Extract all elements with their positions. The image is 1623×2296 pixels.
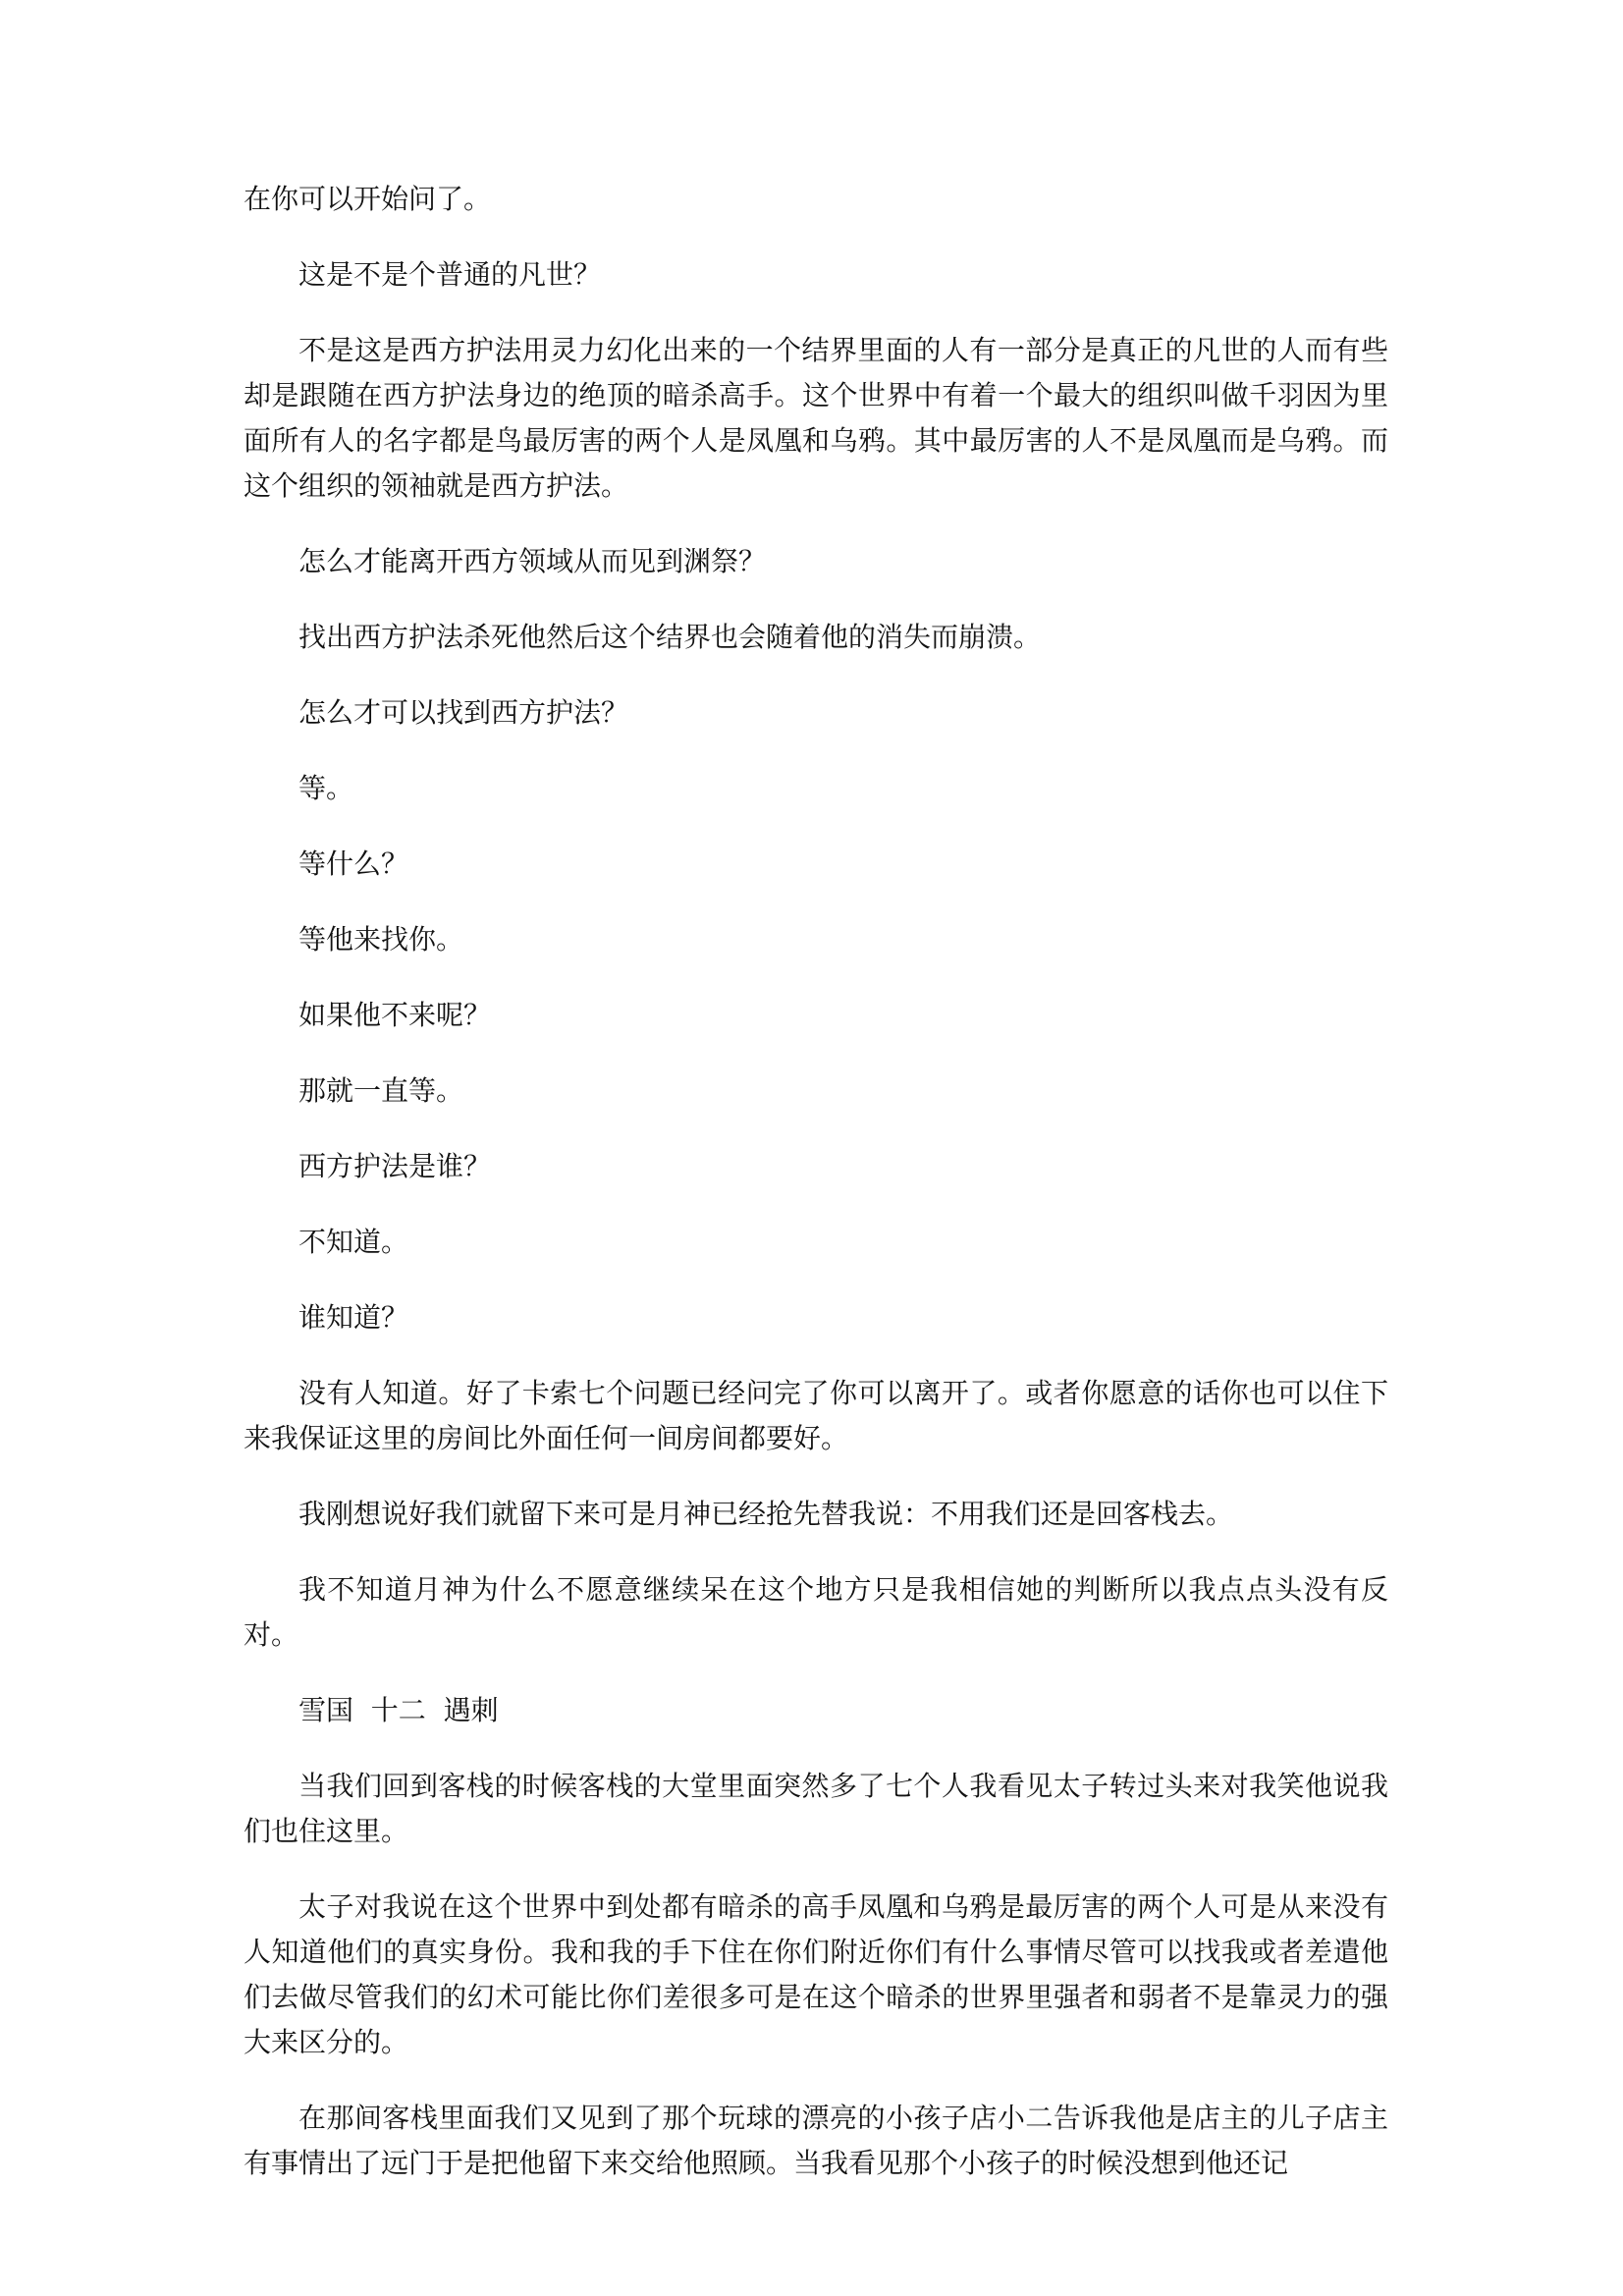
paragraph: 我不知道月神为什么不愿意继续呆在这个地方只是我相信她的判断所以我点点头没有反对。 (243, 1573, 1388, 1651)
paragraph: 我刚想说好我们就留下来可是月神已经抢先替我说：不用我们还是回客栈去。 (298, 1498, 1234, 1530)
document-page (243, 177, 1388, 2216)
paragraph: 怎么才能离开西方领域从而见到渊祭？ (298, 545, 767, 577)
paragraph: 西方护法是谁？ (298, 1150, 492, 1182)
paragraph: 不知道。 (298, 1226, 409, 1258)
paragraph: 不是这是西方护法用灵力幻化出来的一个结界里面的人有一部分是真正的凡世的人而有些却是跟随在西方护法身边的绝顶的暗杀高手。这个世界中有着一个最大的组织叫做千羽因为里面所有人的名字都是鸟最厉害的两个人是凤凰和乌鸦。其中最厉害的人不是凤凰而是乌鸦。而这个组织的领袖就是西方护法。 (243, 334, 1388, 502)
paragraph: 等什么？ (298, 847, 409, 880)
paragraph: 当我们回到客栈的时候客栈的大堂里面突然多了七个人我看见太子转过头来对我笑他说我们也住这里。 (243, 1770, 1388, 1847)
paragraph: 怎么才可以找到西方护法？ (298, 696, 629, 729)
paragraph: 没有人知道。好了卡索七个问题已经问完了你可以离开了。或者你愿意的话你也可以住下来我保证这里的房间比外面任何一间房间都要好。 (243, 1377, 1388, 1454)
paragraph: 这是不是个普通的凡世？ (298, 258, 602, 291)
paragraph: 那就一直等。 (298, 1074, 464, 1107)
paragraph: 等。 (298, 772, 354, 804)
chapter-heading: 雪国 十二 遇刺 (298, 1694, 499, 1726)
paragraph: 在你可以开始问了。 (243, 183, 492, 215)
paragraph: 等他来找你。 (298, 923, 464, 956)
paragraph: 如果他不来呢？ (298, 999, 492, 1031)
paragraph: 在那间客栈里面我们又见到了那个玩球的漂亮的小孩子店小二告诉我他是店主的儿子店主有事情出了远门于是把他留下来交给他照顾。当我看见那个小孩子的时候没想到他还记 (243, 2102, 1388, 2179)
paragraph: 找出西方护法杀死他然后这个结界也会随着他的消失而崩溃。 (298, 621, 1042, 653)
paragraph: 太子对我说在这个世界中到处都有暗杀的高手凤凰和乌鸦是最厉害的两个人可是从来没有人知道他们的真实身份。我和我的手下住在你们附近你们有什么事情尽管可以找我或者差遣他们去做尽管我们的幻术可能比你们差很多可是在这个暗杀的世界里强者和弱者不是靠灵力的强大来区分的。 (243, 1890, 1388, 2058)
paragraph: 谁知道？ (298, 1301, 409, 1334)
